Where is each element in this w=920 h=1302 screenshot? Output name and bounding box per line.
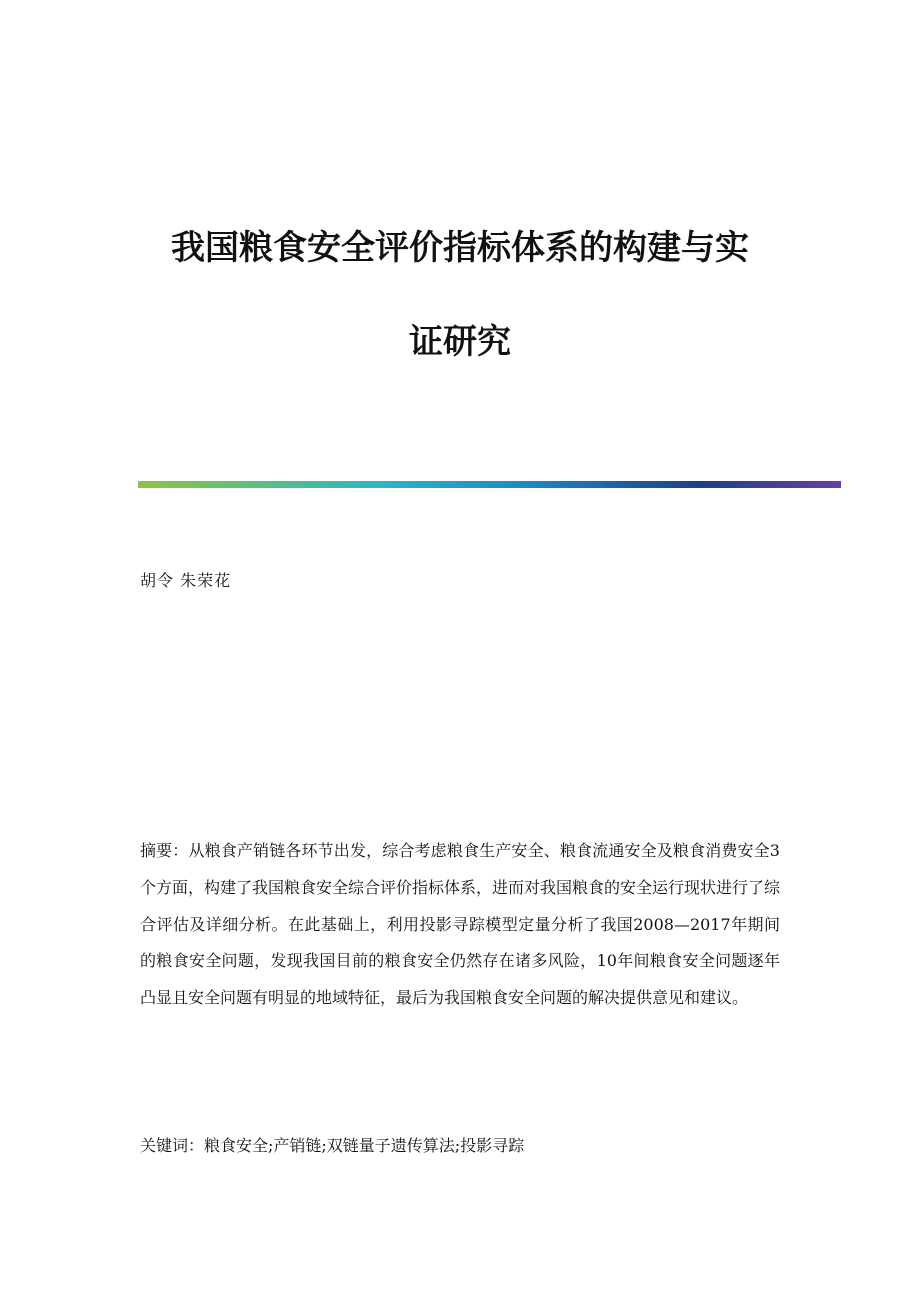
title-divider: [138, 481, 841, 488]
keywords: [140, 1128, 780, 1164]
abstract-label: 摘要：: [140, 841, 189, 860]
abstract: [140, 833, 780, 1017]
keywords-text: 粮食安全;产销链;双链量子遗传算法;投影寻踪: [204, 1136, 525, 1155]
abstract-text: 从粮食产销链各环节出发，综合考虑粮食生产安全、粮食流通安全及粮食消费安全3个方面，构建了我国粮食安全综合评价指标体系，进而对我国粮食的安全运行现状进行了综合评估及详细分析。在此基础上，利用投影寻踪模型定量分析了我国2008—2017年期间的粮食安全问题，发现我国目前的粮食安全仍然存在诸多风险，10年间粮食安全问题逐年凸显且安全问题有明显的地域特征，最后为我国粮食安全问题的解决提供意见和建议。: [140, 841, 781, 1008]
authors: 胡令 朱荣花: [140, 571, 232, 590]
document-title-line-1: 我国粮食安全评价指标体系的构建与实: [171, 228, 749, 268]
document-title-line-2: 证研究: [409, 322, 511, 362]
keywords-label: 关键词：: [140, 1136, 205, 1155]
